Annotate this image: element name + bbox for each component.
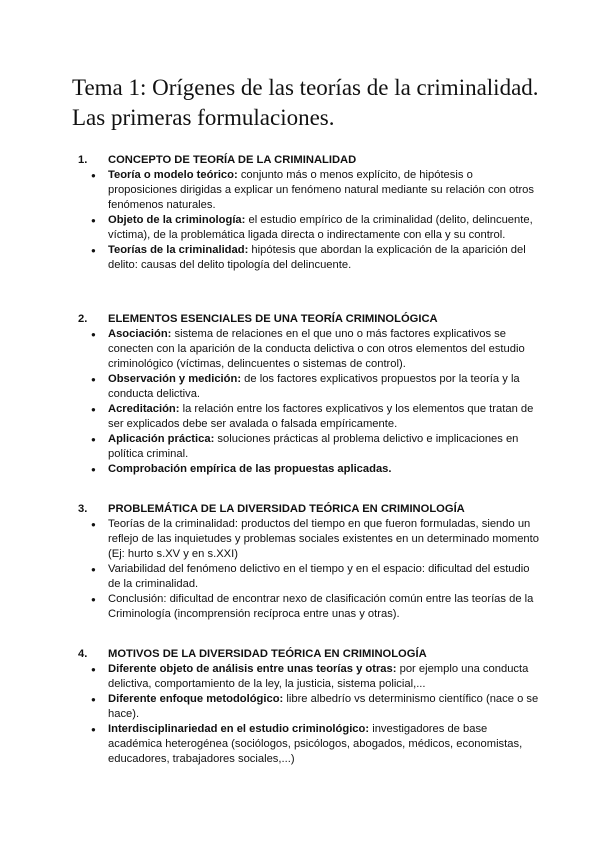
item-term: Asociación: xyxy=(108,328,172,340)
item-text: hipótesis que abordan la explicación de la aparición del delito: causas del delito tipología del delincuente. xyxy=(108,244,526,271)
bullet-list xyxy=(72,662,542,767)
item-text: investigadores de base académica heterogénea (sociólogos, psicólogos, abogados, médicos, economistas, educadores, trabajadores sociales,...) xyxy=(108,723,523,765)
list-item xyxy=(72,462,542,477)
item-term: Teoría o modelo teórico: xyxy=(108,169,238,181)
item-text: de los factores explicativos propuestos por la teoría y la conducta delictiva. xyxy=(108,373,520,400)
bullet-list xyxy=(72,168,542,273)
section-number: 4. xyxy=(78,648,88,660)
list-item xyxy=(72,213,542,243)
bullet-list xyxy=(72,327,542,477)
item-text: Variabilidad del fenómeno delictivo en el tiempo y en el espacio: dificultad del estudio de la criminalidad. xyxy=(108,563,530,590)
item-term: Aplicación práctica: xyxy=(108,433,215,445)
item-term: Interdisciplinariedad en el estudio criminológico: xyxy=(108,723,370,735)
item-term: Observación y medición: xyxy=(108,373,242,385)
item-term: Objeto de la criminología: xyxy=(108,214,246,226)
list-item xyxy=(72,662,542,692)
list-item xyxy=(72,402,542,432)
section-heading xyxy=(72,502,542,517)
page-title: Tema 1: Orígenes de las teorías de la criminalidad. Las primeras formulaciones. xyxy=(72,75,539,130)
section-heading xyxy=(72,647,542,662)
item-text: por ejemplo una conducta delictiva, comportamiento de la ley, la justicia, sistema policial,... xyxy=(108,663,529,690)
section-3 xyxy=(72,502,542,622)
section-title: CONCEPTO DE TEORÍA DE LA CRIMINALIDAD xyxy=(108,154,357,166)
list-item xyxy=(72,168,542,213)
item-text: conjunto más o menos explícito, de hipótesis o proposiciones dirigidas a explicar un fenómeno natural mediante su relación con otros fenómenos naturales. xyxy=(108,169,534,211)
section-heading xyxy=(72,312,542,327)
list-item xyxy=(72,722,542,767)
section-4 xyxy=(72,647,542,767)
list-item xyxy=(72,517,542,562)
section-heading xyxy=(72,153,542,168)
item-text: Teorías de la criminalidad: productos del tiempo en que fueron formuladas, siendo un reflejo de las inquietudes y problemas sociales existentes en un determinado momento (Ej: hurto s.XV y en s.XXI) xyxy=(108,518,539,560)
item-term: Diferente enfoque metodológico: xyxy=(108,693,284,705)
section-number: 1. xyxy=(78,154,88,166)
list-item xyxy=(72,243,542,273)
list-item xyxy=(72,562,542,592)
bullet-list xyxy=(72,517,542,622)
list-item xyxy=(72,372,542,402)
section-1 xyxy=(72,153,542,273)
list-item xyxy=(72,432,542,462)
item-text: el estudio empírico de la criminalidad (delito, delincuente, víctima), de la problemática ligada directa o indirectamente con ella y su control. xyxy=(108,214,533,241)
item-term: Teorías de la criminalidad: xyxy=(108,244,249,256)
item-text: libre albedrío vs determinismo científico (nace o se hace). xyxy=(108,693,539,720)
section-number: 2. xyxy=(78,313,88,325)
section-number: 3. xyxy=(78,503,88,515)
item-term: Acreditación: xyxy=(108,403,180,415)
section-title: MOTIVOS DE LA DIVERSIDAD TEÓRICA EN CRIMINOLOGÍA xyxy=(108,648,427,660)
item-text: la relación entre los factores explicativos y los elementos que tratan de ser explicados debe ser avalada o falsada empíricamente. xyxy=(108,403,534,430)
list-item xyxy=(72,327,542,372)
item-text: sistema de relaciones en el que uno o más factores explicativos se conecten con la aparición de la conducta delictiva o con otros elementos del estudio criminológico (víctimas, delincuentes o sistemas de control). xyxy=(108,328,525,370)
list-item xyxy=(72,692,542,722)
section-title: PROBLEMÁTICA DE LA DIVERSIDAD TEÓRICA EN CRIMINOLOGÍA xyxy=(108,503,465,515)
item-term: Diferente objeto de análisis entre unas teorías y otras: xyxy=(108,663,397,675)
item-text: soluciones prácticas al problema delictivo e implicaciones en política criminal. xyxy=(108,433,519,460)
item-text: Conclusión: dificultad de encontrar nexo de clasificación común entre las teorías de la Criminología (incomprensión recíproca entre unas y otras). xyxy=(108,593,534,620)
list-item xyxy=(72,592,542,622)
section-title: ELEMENTOS ESENCIALES DE UNA TEORÍA CRIMINOLÓGICA xyxy=(108,313,438,325)
section-2 xyxy=(72,312,542,477)
item-term: Comprobación empírica de las propuestas aplicadas. xyxy=(108,463,392,475)
